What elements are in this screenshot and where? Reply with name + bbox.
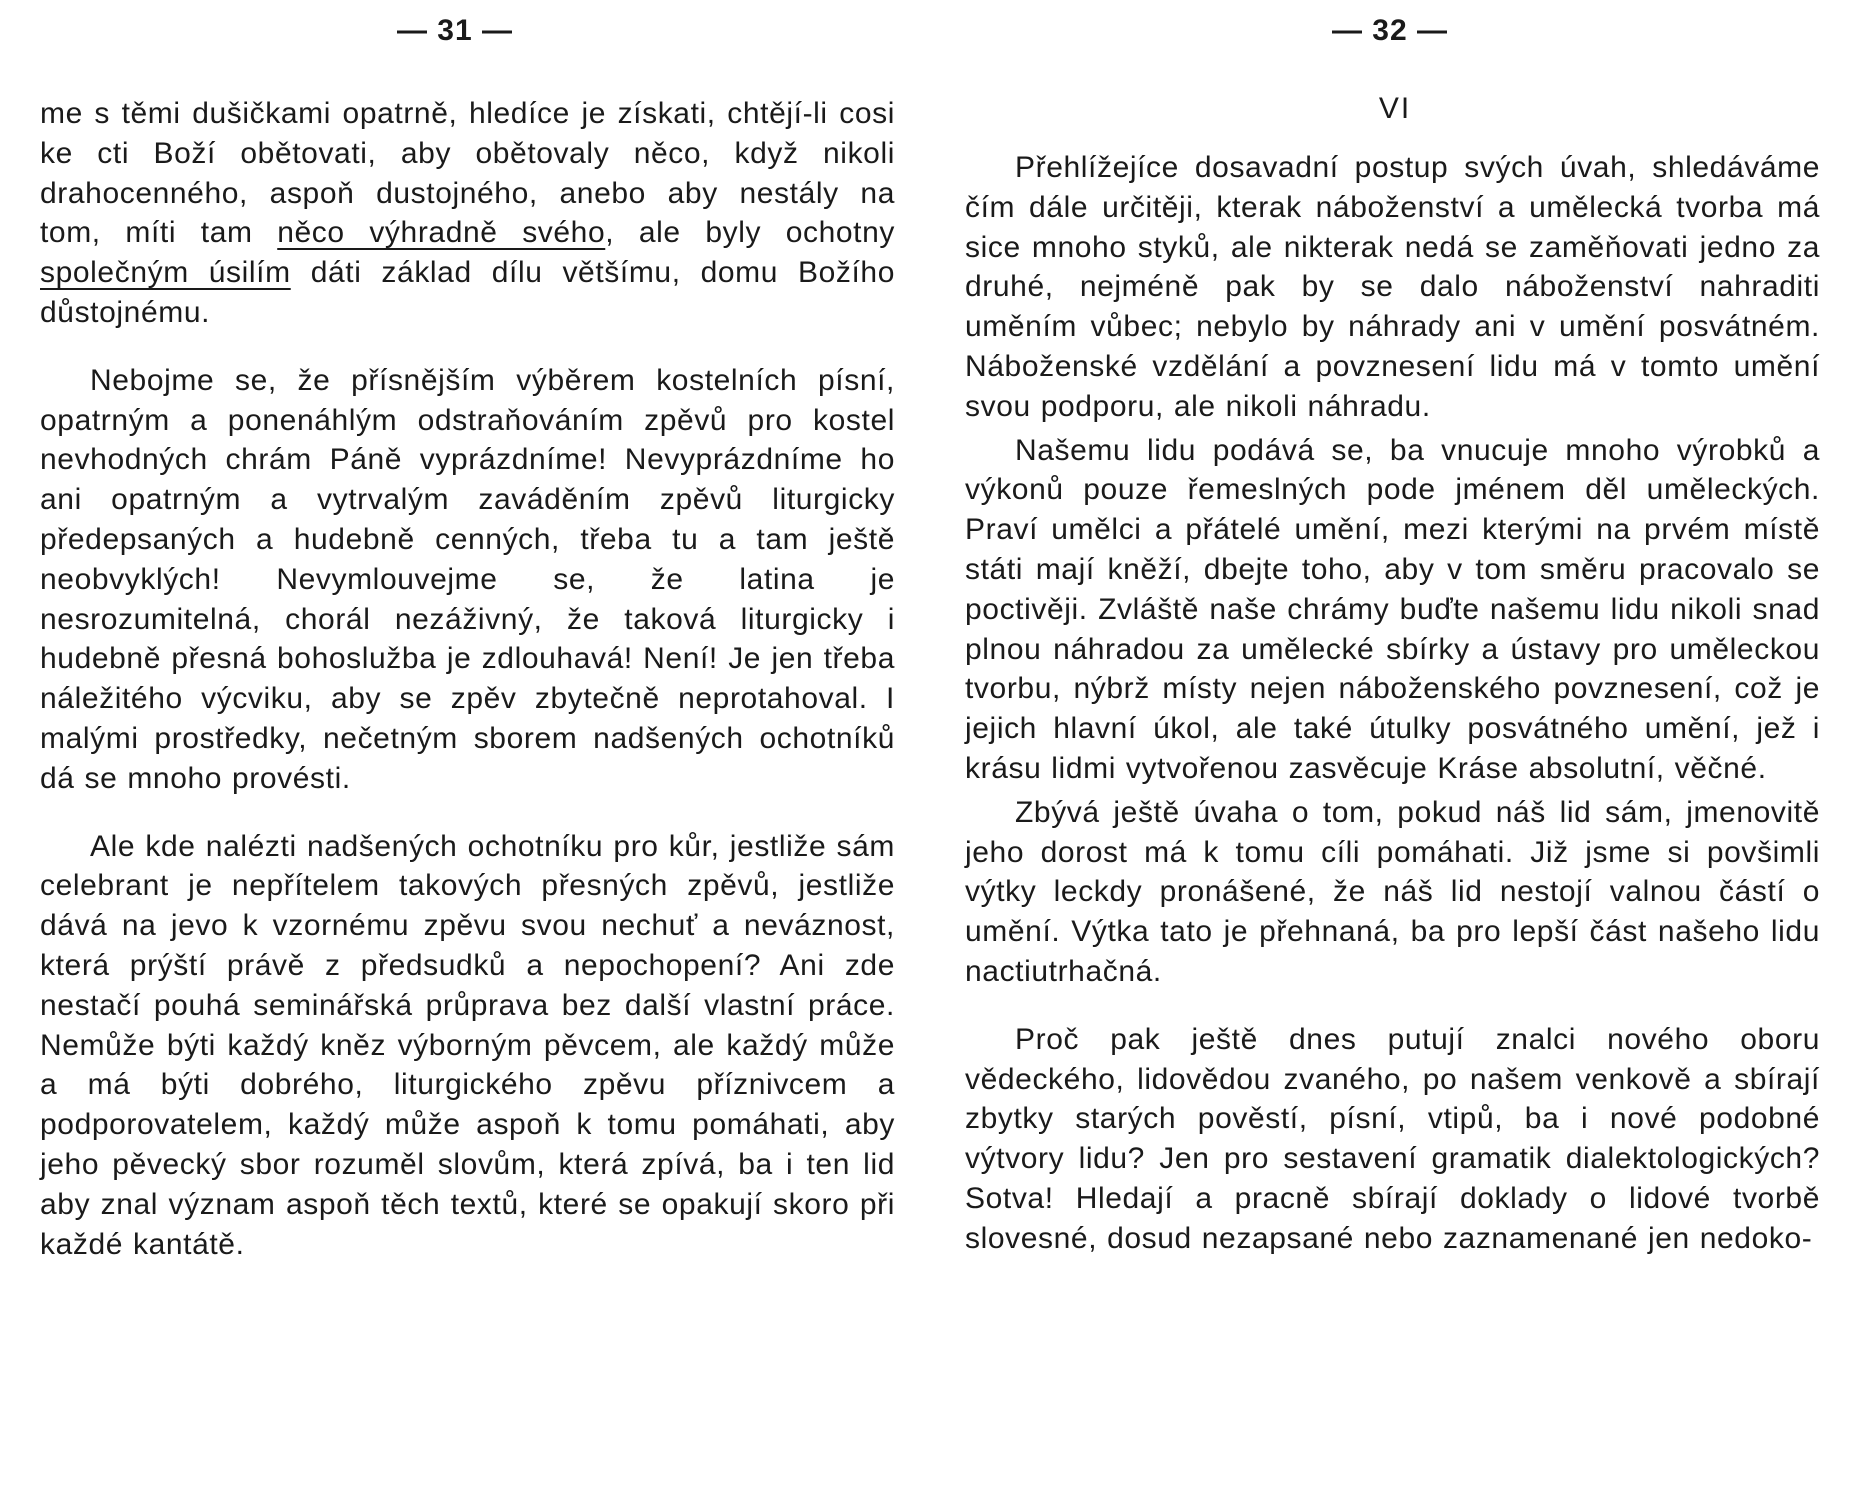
left-paragraph-1 bbox=[40, 94, 895, 333]
right-paragraph-1: Přehlížejíce dosavadní postup svých úvah, shledáváme čím dále určitěji, kterak náboženství a umělecká tvorba má sice mnoho styků, ale nikterak nedá se zaměňovati jedno za druhé, nejméně pak by se dalo náboženství nahraditi uměním vůbec; nebylo by náhrady ani v umění posvátném. Náboženské vzdělání a povznesení lidu má v tomto umění svou podporu, ale nikoli náhradu. bbox=[965, 151, 1820, 423]
right-page bbox=[965, 0, 1825, 1500]
right-page-text bbox=[965, 148, 1820, 1259]
handwritten-underline-1: něco výhradně svého bbox=[277, 216, 606, 250]
left-paragraph-3: Ale kde nalézti nadšených ochotníku pro kůr, jestliže sám celebrant je nepřítelem takových přesných zpěvů, jestliže dává na jevo k vzornému zpěvu svou nechuť a neváznost, která prýští právě z předsudků a nepochopení? Ani zde nestačí pouhá seminářská průprava bez další vlastní práce. Nemůže býti každý kněz výborným pěvcem, ale každý může a má býti dobrého, liturgického zpěvu příznivcem a podporovatelem, každý může aspoň k tomu pomáhati, aby jeho pěvecký sbor rozuměl slovům, která zpívá, ba i ten lid aby znal význam aspoň těch textů, které se opakují skoro při každé kantátě. bbox=[40, 829, 895, 1261]
page-number-31: — 31 — bbox=[396, 14, 514, 47]
left-paragraph-2: Nebojme se, že přísnějším výběrem kostelních písní, opatrným a ponenáhlým odstraňováním zpěvů pro kostel nevhodných chrám Páně vyprázdníme! Nevyprázdníme ho ani opatrným a vytrvalým zaváděním zpěvů liturgicky předepsaných a hudebně cenných, třeba tu a tam ještě neobvyklých! Nevymlouvejme se, že latina je nesrozumitelná, chorál nezáživný, že taková liturgicky i hudebně přesná bohoslužba je zdlouhavá! Není! Je jen třeba náležitého výcviku, aby se zpěv zbytečně neprotahoval. I malými prostředky, nečetným sborem nadšených ochotníků dá se mnoho provésti. bbox=[40, 363, 895, 795]
page-number-32: — 32 — bbox=[1331, 14, 1449, 47]
handwritten-underline-2: společným úsilím bbox=[40, 256, 291, 290]
left-paragraph-1-part-c: dáti základ dílu většímu, domu Božího důstojnému. bbox=[40, 256, 896, 329]
left-page bbox=[40, 0, 900, 1500]
right-paragraph-2: Našemu lidu podává se, ba vnucuje mnoho výrobků a výkonů pouze řemeslných pode jménem děl uměleckých. Praví umělci a přátelé umění, mezi kterými na prvém místě státi mají kněží, dbejte toho, aby v tom směru pracovalo se poctivěji. Zvláště naše chrámy buďte našemu lidu nikoli snad plnou náhradou za umělecké sbírky a ústavy pro uměleckou tvorbu, nýbrž místy nejen náboženského povznesení, což je jejich hlavní úkol, ale také útulky posvátného umění, jež i krásu lidmi vytvořenou zasvěcuje Kráse absolutní, věčné. bbox=[965, 433, 1820, 785]
left-page-text bbox=[40, 94, 895, 1264]
right-paragraph-3: Zbývá ještě úvaha o tom, pokud náš lid sám, jmenovitě jeho dorost má k tomu cíli pomáhati. Již jsme si povšimli výtky leckdy pronášené, že náš lid nestojí valnou částí o umění. Výtka tato je přehnaná, ba pro lepší část našeho lidu nactiutrhačná. bbox=[965, 795, 1820, 988]
left-paragraph-1-part-a: me s těmi dušičkami opatrně, hledíce je získati, chtějí-li cosi ke cti Boží obětovati, aby obětovaly něco, když nikoli drahocenného, aspoň dustojného, anebo aby nestály na tom, míti tam bbox=[40, 97, 895, 250]
left-paragraph-1-part-b: , ale byly ochotny bbox=[605, 216, 896, 250]
right-paragraph-4: Proč pak ještě dnes putují znalci nového oboru vědeckého, lidovědou zvaného, po našem venkově a sbírají zbytky starých pověstí, písní, vtipů, ba i nové podobné výtvory lidu? Jen pro sestavení gramatik dialektologických? Sotva! Hledají a pracně sbírají doklady o lidové tvorbě slovesné, dosud nezapsané nebo zaznamenané jen nedoko- bbox=[965, 1022, 1820, 1255]
chapter-heading: VI bbox=[1378, 92, 1412, 125]
